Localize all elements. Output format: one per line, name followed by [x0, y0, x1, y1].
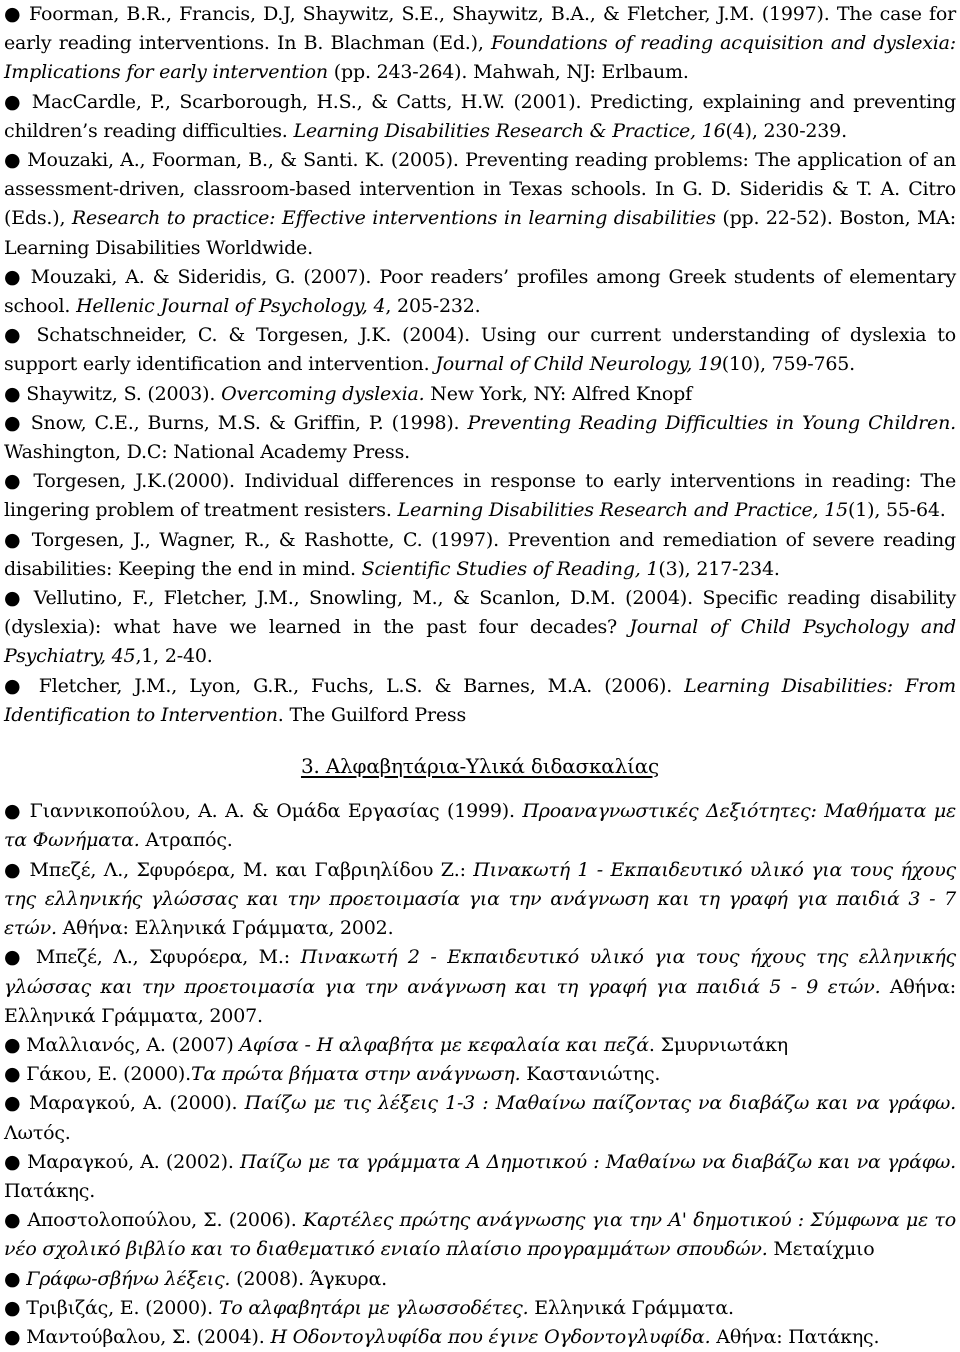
reference-entry	[4, 467, 956, 525]
reference-text: ● Torgesen, J.K.(2000). Individual differences in response to early interventions in reading: The lingering problem of treatment resisters.	[4, 470, 956, 522]
reference-text: Ελληνικά Γράμματα.	[528, 1296, 734, 1319]
reference-text: Καστανιώτης.	[520, 1063, 661, 1086]
reference-title: Καρτέλες πρώτης ανάγνωσης για την Α' δημοτικού : Σύμφωνα με το νέο σχολικό βιβλίο και το διαθεματικό ενιαίο πλαίσιο προγραμμάτων σπουδών.	[4, 1209, 956, 1261]
reference-entry	[4, 263, 956, 321]
reference-title: Learning Disabilities: From Identification to Intervention	[4, 674, 956, 726]
reference-entry	[4, 321, 956, 379]
reference-text: ● Snow, C.E., Burns, M.S. & Griffin, P. (1998).	[4, 411, 468, 434]
reference-title: Learning Disabilities Research & Practice, 16	[293, 119, 726, 142]
reference-entry	[4, 672, 956, 730]
reference-title: Learning Disabilities Research and Practice, 15	[397, 499, 849, 522]
reference-title: Foundations of reading acquisition and dyslexia: Implications for early intervention	[4, 32, 956, 84]
reference-title: Overcoming dyslexia.	[221, 382, 425, 405]
reference-text: ● Μαλλιανός, Α. (2007)	[4, 1033, 240, 1056]
reference-text: Λωτός.	[4, 1121, 71, 1144]
reference-text: Αθήνα: Ελληνικά Γράμματα, 2002.	[56, 917, 394, 940]
reference-text: , 205-232.	[385, 295, 481, 318]
reference-entry	[4, 1089, 956, 1147]
reference-text: New York, NY: Alfred Knopf	[424, 382, 692, 405]
reference-entry	[4, 0, 956, 88]
reference-title: Αφίσα - Η αλφαβήτα με κεφαλαία και πεζά	[239, 1033, 649, 1056]
reference-text: ● Γάκου, Ε. (2000).	[4, 1063, 191, 1086]
reference-text: ● Γιαννικοπούλου, Α. Α. & Ομάδα Εργασίας (1999).	[4, 800, 523, 823]
reference-text: ● Fletcher, J.M., Lyon, G.R., Fuchs, L.S. & Barnes, M.A. (2006).	[4, 674, 685, 697]
reference-text: (10), 759-765.	[721, 353, 856, 376]
reference-text: (3), 217-234.	[658, 557, 780, 580]
reference-text: ● Μαντούβαλου, Σ. (2004).	[4, 1325, 271, 1348]
reference-entry	[4, 1148, 956, 1206]
reference-text: ● Μαραγκού, Α. (2000).	[4, 1092, 245, 1115]
reference-entry	[4, 584, 956, 672]
reference-entry	[4, 1294, 956, 1323]
reference-title: Το αλφαβητάρι με γλωσσοδέτες.	[218, 1296, 529, 1319]
reference-entry	[4, 1323, 956, 1352]
reference-text: ● Αποστολοπούλου, Σ. (2006).	[4, 1209, 303, 1232]
reference-text: . Σμυρνιωτάκη	[648, 1033, 788, 1056]
reference-title: Journal of Child Neurology, 19	[435, 353, 722, 376]
greek-references-list	[4, 797, 956, 1352]
reference-text: (pp. 243-264). Mahwah, NJ: Erlbaum.	[327, 61, 689, 84]
section-heading: 3. Αλφαβητάρια-Υλικά διδασκαλίας	[300, 754, 660, 779]
reference-text: ● Vellutino, F., Fletcher, J.M., Snowling, M., & Scanlon, D.M. (2004). Specific reading disability (dyslexia): what have we learned in the past four decades?	[4, 587, 956, 639]
reference-text: ● Foorman, B.R., Francis, D.J, Shaywitz, S.E., Shaywitz, B.A., & Fletcher, J.M. (1997). The case for early reading interventions. In B. Blachman (Ed.),	[4, 3, 956, 55]
reference-text: Washington, D.C: National Academy Press.	[4, 441, 410, 464]
reference-text: ● Τριβιζάς, Ε. (2000).	[4, 1296, 219, 1319]
reference-title: Προαναγνωστικές Δεξιότητες: Μαθήματα με τα Φωνήματα.	[4, 800, 956, 852]
reference-title: Scientific Studies of Reading, 1	[361, 557, 659, 580]
reference-entry	[4, 943, 956, 1031]
reference-entry	[4, 856, 956, 944]
english-references-list	[4, 0, 956, 730]
reference-title: Πινακωτή 2 - Εκπαιδευτικό υλικό για τους ήχους της ελληνικής γλώσσας και την προετοιμασία για την ανάγνωση και τη γραφή για παιδιά 5 - 9 ετών.	[4, 946, 956, 998]
reference-entry	[4, 526, 956, 584]
reference-text: ● Μπεζέ, Λ., Σφυρόερα, Μ.:	[4, 946, 301, 969]
reference-entry	[4, 1206, 956, 1264]
reference-text: ● Shaywitz, S. (2003).	[4, 382, 222, 405]
reference-entry	[4, 1060, 956, 1089]
document-page	[4, 0, 956, 1352]
reference-text: Αθήνα: Πατάκης.	[710, 1325, 880, 1348]
reference-text: ●	[4, 1267, 27, 1290]
reference-text: (1), 55-64.	[848, 499, 946, 522]
reference-entry	[4, 409, 956, 467]
reference-title: Γράφω-σβήνω λέξεις.	[26, 1267, 231, 1290]
reference-entry	[4, 88, 956, 146]
reference-entry	[4, 146, 956, 263]
reference-text: ● Schatschneider, C. & Torgesen, J.K. (2004). Using our current understanding of dyslexia to support early identification and intervention.	[4, 324, 956, 376]
reference-text: . The Guilford Press	[277, 703, 467, 726]
reference-title: Παίζω με τις λέξεις 1-3 : Μαθαίνω παίζοντας να διαβάζω και να γράφω.	[244, 1092, 956, 1115]
reference-title: Τα πρώτα βήματα στην ανάγνωση.	[190, 1063, 521, 1086]
reference-title: Παίζω με τα γράμματα Α Δημοτικού : Μαθαίνω να διαβάζω και να γράφω.	[240, 1150, 956, 1173]
reference-text: Μεταίχμιο	[767, 1238, 875, 1261]
reference-text: ,1, 2-40.	[135, 645, 213, 668]
reference-text: ● MacCardle, P., Scarborough, H.S., & Catts, H.W. (2001). Predicting, explaining and preventing children’s reading difficulties.	[4, 90, 956, 142]
reference-text: Αθήνα: Ελληνικά Γράμματα, 2007.	[4, 975, 956, 1027]
reference-title: Η Οδοντογλυφίδα που έγινε Ογδοντογλυφίδα.	[270, 1325, 711, 1348]
reference-text: Πατάκης.	[4, 1179, 96, 1202]
reference-text: (4), 230-239.	[725, 119, 847, 142]
reference-text: ● Torgesen, J., Wagner, R., & Rashotte, C. (1997). Prevention and remediation of severe reading disabilities: Keeping the end in mind.	[4, 528, 956, 580]
reference-text: ● Mouzaki, A., Foorman, B., & Santi. K. (2005). Preventing reading problems: The application of an assessment-driven, classroom-based intervention in Texas schools. In G. D. Sideridis & T. A. Citro (Eds.),	[4, 149, 956, 230]
reference-title: Πινακωτή 1 - Εκπαιδευτικό υλικό για τους ήχους της ελληνικής γλώσσας και την προετοιμασία για την ανάγνωση και τη γραφή για παιδιά 3 - 7 ετών.	[4, 858, 956, 940]
reference-title: Journal of Child Psychology and Psychiatry, 45	[4, 616, 956, 668]
reference-entry	[4, 380, 956, 409]
reference-text: ● Μαραγκού, Α. (2002).	[4, 1150, 241, 1173]
reference-entry	[4, 1031, 956, 1060]
reference-entry	[4, 1265, 956, 1294]
reference-title: Preventing Reading Difficulties in Young Children.	[467, 411, 956, 434]
reference-text: ● Mouzaki, A. & Sideridis, G. (2007). Poor readers’ profiles among Greek students of elementary school.	[4, 265, 956, 318]
reference-entry	[4, 797, 956, 855]
reference-title: Hellenic Journal of Psychology, 4	[76, 295, 386, 318]
reference-text: (2008). Άγκυρα.	[230, 1267, 387, 1290]
reference-title: Research to practice: Effective interventions in learning disabilities	[71, 207, 716, 230]
reference-text: Ατραπός.	[139, 829, 233, 852]
reference-text: ● Μπεζέ, Λ., Σφυρόερα, Μ. και Γαβριηλίδου Ζ.:	[4, 858, 474, 881]
reference-text: (pp. 22-52). Boston, MA: Learning Disabilities Worldwide.	[4, 207, 956, 259]
